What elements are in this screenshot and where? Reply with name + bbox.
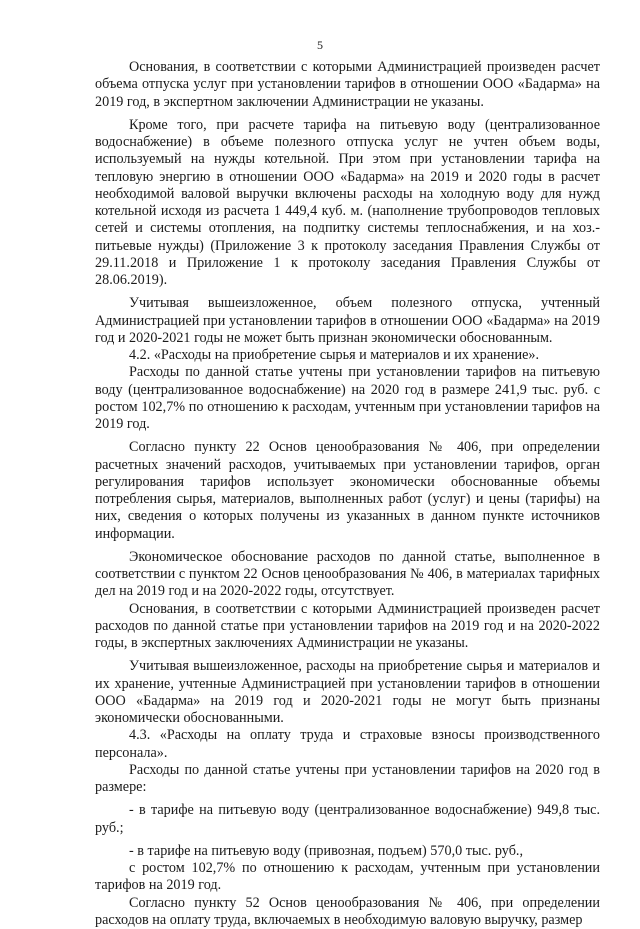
list-item: - в тарифе на питьевую воду (централизованное водоснабжение) 949,8 тыс. руб.; [95,802,600,837]
list-item: - в тарифе на питьевую воду (привозная, подъем) 570,0 тыс. руб., [95,843,600,860]
paragraph: Экономическое обоснование расходов по данной статье, выполненное в соответствии с пунктом 22 Основ ценообразования № 406, в материалах тарифных дел на 2019 год и на 2020-2022 годы, отсутствует. [95,549,600,601]
page-number: 5 [0,38,640,53]
paragraph: Основания, в соответствии с которыми Администрацией произведен расчет объема отпуска услуг при установлении тарифов в отношении ООО «Бадарма» на 2019 год, в экспертном заключении Администрации не указаны. [95,59,600,111]
paragraph: Основания, в соответствии с которыми Администрацией произведен расчет расходов по данной статье при установлении тарифов на 2019 год и на 2020-2022 годы, в экспертных заключениях Администрации не указаны. [95,601,600,653]
paragraph: Согласно пункту 52 Основ ценообразования № 406, при определении расходов на оплату труда, включаемых в необходимую валовую выручку, размер [95,895,600,929]
section-heading: 4.3. «Расходы на оплату труда и страховые взносы производственного персонала». [95,727,600,762]
section-heading: 4.2. «Расходы на приобретение сырья и материалов и их хранение». [95,347,600,364]
paragraph: Согласно пункту 22 Основ ценообразования № 406, при определении расчетных значений расходов, учитываемых при установлении тарифов, орган регулирования тарифов использует экономически обоснованные объемы потребления сырья, материалов, выполненных работ (услуг) и цены (тарифы) на них, сведения о которых получены из указанных в данном пункте источников информации. [95,439,600,543]
paragraph: Расходы по данной статье учтены при установлении тарифов на 2020 год в размере: [95,762,600,797]
paragraph: Учитывая вышеизложенное, объем полезного отпуска, учтенный Администрацией при установлении тарифов в отношении ООО «Бадарма» на 2019 год и 2020-2021 годы не может быть признан экономически обоснованным. [95,295,600,347]
paragraph: Учитывая вышеизложенное, расходы на приобретение сырья и материалов и их хранение, учтенные Администрацией при установлении тарифов в отношении ООО «Бадарма» на 2019 год и 2020-2021 годы не могут быть признаны экономически обоснованными. [95,658,600,727]
paragraph: Расходы по данной статье учтены при установлении тарифов на питьевую воду (централизованное водоснабжение) на 2020 год в размере 241,9 тыс. руб. с ростом 102,7% по отношению к расходам, учтенным при установлении тарифов на 2019 год. [95,364,600,433]
document-body [95,59,600,929]
paragraph: Кроме того, при расчете тарифа на питьевую воду (централизованное водоснабжение) в объеме полезного отпуска услуг не учтен объем воды, используемый на нужды котельной. При этом при установлении тарифа на тепловую энергию в отношении ООО «Бадарма» на 2019 и 2020 годы в расчет необходимой валовой выручки включены расходы на холодную воду для нужд котельной исходя из расчета 1 449,4 куб. м. (наполнение трубопроводов тепловых сетей и системы отопления, на подпитку системы теплоснабжения, и на хоз.-питьевые нужды) (Приложение 3 к протоколу заседания Правления Службы от 29.11.2018 и Приложение 1 к протоколу заседания Правления Службы от 28.06.2019). [95,117,600,290]
paragraph: с ростом 102,7% по отношению к расходам, учтенным при установлении тарифов на 2019 год. [95,860,600,895]
